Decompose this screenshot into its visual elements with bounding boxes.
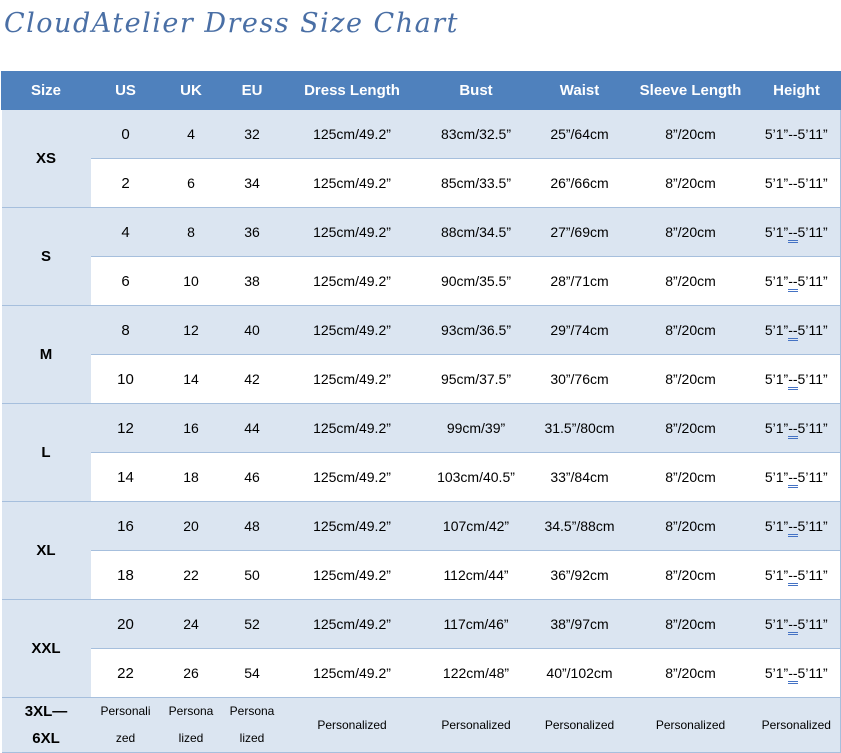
- sleeve-length-cell: 8”/20cm: [629, 355, 753, 404]
- header-uk: UK: [161, 72, 222, 110]
- eu-cell: 54: [222, 649, 283, 698]
- waist-cell: 27”/69cm: [531, 208, 629, 257]
- header-waist: Waist: [531, 72, 629, 110]
- dress-length-cell: 125cm/49.2”: [283, 355, 422, 404]
- waist-cell: 33”/84cm: [531, 453, 629, 502]
- height-cell: [753, 649, 841, 698]
- height-min: 5’1”: [764, 322, 789, 338]
- height-separator: --: [788, 322, 797, 341]
- waist-cell: Personalized: [531, 698, 629, 753]
- height-cell: [753, 453, 841, 502]
- eu-cell: 48: [222, 502, 283, 551]
- uk-cell: 22: [161, 551, 222, 600]
- height-min: 5’1”: [764, 518, 789, 534]
- uk-cell: 12: [161, 306, 222, 355]
- height-separator: --: [788, 469, 797, 488]
- sleeve-length-cell: 8”/20cm: [629, 257, 753, 306]
- size-cell: XS: [2, 110, 91, 208]
- height-max: 5’11”: [797, 567, 828, 583]
- height-cell: [753, 159, 841, 208]
- waist-cell: 29”/74cm: [531, 306, 629, 355]
- us-cell: [91, 698, 161, 753]
- page-title: CloudAtelier Dress Size Chart: [4, 8, 459, 39]
- dress-length-cell: 125cm/49.2”: [283, 257, 422, 306]
- dress-length-cell: 125cm/49.2”: [283, 453, 422, 502]
- size-cell: L: [2, 404, 91, 502]
- uk-cell: 16: [161, 404, 222, 453]
- bust-cell: 85cm/33.5”: [422, 159, 531, 208]
- height-separator: --: [788, 616, 797, 635]
- waist-cell: 31.5”/80cm: [531, 404, 629, 453]
- table-row: [2, 110, 841, 159]
- bust-cell: 99cm/39”: [422, 404, 531, 453]
- height-max: 5’11”: [797, 616, 828, 632]
- uk-cell: 10: [161, 257, 222, 306]
- uk-cell: 8: [161, 208, 222, 257]
- uk-cell: 6: [161, 159, 222, 208]
- eu-text-line: lized: [239, 731, 265, 745]
- size-cell: XXL: [2, 600, 91, 698]
- uk-cell: 24: [161, 600, 222, 649]
- height-min: 5’1”: [764, 224, 789, 240]
- waist-cell: 30”/76cm: [531, 355, 629, 404]
- table-row: [2, 306, 841, 355]
- height-separator: --: [788, 420, 797, 439]
- uk-cell: 14: [161, 355, 222, 404]
- header-sleeve-length: Sleeve Length: [629, 72, 753, 110]
- bust-cell: Personalized: [422, 698, 531, 753]
- sleeve-length-cell: 8”/20cm: [629, 502, 753, 551]
- table-row: [2, 208, 841, 257]
- uk-cell: [161, 698, 222, 753]
- dress-length-cell: 125cm/49.2”: [283, 110, 422, 159]
- header-bust: Bust: [422, 72, 531, 110]
- height-cell: [753, 502, 841, 551]
- bust-cell: 88cm/34.5”: [422, 208, 531, 257]
- height-separator: --: [788, 126, 798, 142]
- dress-length-cell: 125cm/49.2”: [283, 159, 422, 208]
- table-row: [2, 649, 841, 698]
- height-separator: --: [788, 224, 797, 243]
- table-row-personalized: [2, 698, 841, 753]
- table-row: [2, 551, 841, 600]
- height-max: 5’11”: [797, 273, 828, 289]
- height-max: 5’11”: [797, 371, 828, 387]
- bust-cell: 112cm/44”: [422, 551, 531, 600]
- dress-length-cell: 125cm/49.2”: [283, 600, 422, 649]
- sleeve-length-cell: 8”/20cm: [629, 306, 753, 355]
- height-separator: --: [788, 175, 798, 191]
- header-eu: EU: [222, 72, 283, 110]
- height-cell: [753, 404, 841, 453]
- height-max: 5’11”: [797, 469, 828, 485]
- height-min: 5’1”: [764, 665, 789, 681]
- sleeve-length-cell: Personalized: [629, 698, 753, 753]
- table-row: [2, 257, 841, 306]
- eu-cell: 40: [222, 306, 283, 355]
- height-max: 5’11”: [797, 224, 828, 240]
- waist-cell: 40”/102cm: [531, 649, 629, 698]
- size-chart-table: [1, 71, 841, 753]
- us-cell: 4: [91, 208, 161, 257]
- eu-cell: [222, 698, 283, 753]
- height-max: 5’11”: [797, 126, 828, 142]
- height-min: 5’1”: [764, 273, 789, 289]
- height-separator: --: [788, 273, 797, 292]
- table-row: [2, 453, 841, 502]
- eu-cell: 46: [222, 453, 283, 502]
- bust-cell: 103cm/40.5”: [422, 453, 531, 502]
- table-row: [2, 355, 841, 404]
- size-cell: XL: [2, 502, 91, 600]
- bust-cell: 93cm/36.5”: [422, 306, 531, 355]
- eu-text-line: Persona: [229, 704, 275, 718]
- height-cell: [753, 208, 841, 257]
- us-cell: 16: [91, 502, 161, 551]
- us-cell: 12: [91, 404, 161, 453]
- table-body: [2, 110, 841, 753]
- sleeve-length-cell: 8”/20cm: [629, 649, 753, 698]
- sleeve-length-cell: 8”/20cm: [629, 551, 753, 600]
- height-min: 5’1”: [764, 371, 789, 387]
- sleeve-length-cell: 8”/20cm: [629, 159, 753, 208]
- height-min: 5’1”: [764, 420, 789, 436]
- height-separator: --: [788, 518, 797, 537]
- size-cell: [2, 698, 91, 753]
- sleeve-length-cell: 8”/20cm: [629, 110, 753, 159]
- waist-cell: 34.5”/88cm: [531, 502, 629, 551]
- height-cell: Personalized: [753, 698, 841, 753]
- height-min: 5’1”: [764, 469, 789, 485]
- eu-cell: 36: [222, 208, 283, 257]
- us-cell: 10: [91, 355, 161, 404]
- waist-cell: 38”/97cm: [531, 600, 629, 649]
- bust-cell: 107cm/42”: [422, 502, 531, 551]
- us-cell: 20: [91, 600, 161, 649]
- height-cell: [753, 355, 841, 404]
- height-cell: [753, 600, 841, 649]
- size-cell: M: [2, 306, 91, 404]
- eu-cell: 42: [222, 355, 283, 404]
- dress-length-cell: 125cm/49.2”: [283, 502, 422, 551]
- height-max: 5’11”: [797, 420, 828, 436]
- header-row: [2, 72, 841, 110]
- header-size: Size: [2, 72, 91, 110]
- us-cell: 0: [91, 110, 161, 159]
- dress-length-cell: Personalized: [283, 698, 422, 753]
- height-separator: --: [788, 665, 797, 684]
- bust-cell: 95cm/37.5”: [422, 355, 531, 404]
- eu-cell: 50: [222, 551, 283, 600]
- header-dress-length: Dress Length: [283, 72, 422, 110]
- sleeve-length-cell: 8”/20cm: [629, 453, 753, 502]
- size-label-line: 6XL: [32, 730, 60, 747]
- dress-length-cell: 125cm/49.2”: [283, 551, 422, 600]
- height-max: 5’11”: [797, 518, 828, 534]
- uk-cell: 26: [161, 649, 222, 698]
- dress-length-cell: 125cm/49.2”: [283, 649, 422, 698]
- dress-length-cell: 125cm/49.2”: [283, 306, 422, 355]
- bust-cell: 83cm/32.5”: [422, 110, 531, 159]
- header-height: Height: [753, 72, 841, 110]
- height-max: 5’11”: [797, 665, 828, 681]
- height-min: 5’1”: [764, 616, 789, 632]
- uk-cell: 18: [161, 453, 222, 502]
- sleeve-length-cell: 8”/20cm: [629, 404, 753, 453]
- uk-cell: 20: [161, 502, 222, 551]
- sleeve-length-cell: 8”/20cm: [629, 600, 753, 649]
- dress-length-cell: 125cm/49.2”: [283, 208, 422, 257]
- us-cell: 18: [91, 551, 161, 600]
- height-cell: [753, 306, 841, 355]
- waist-cell: 28”/71cm: [531, 257, 629, 306]
- us-text-line: Personali: [100, 704, 151, 718]
- bust-cell: 122cm/48”: [422, 649, 531, 698]
- eu-cell: 44: [222, 404, 283, 453]
- height-cell: [753, 257, 841, 306]
- height-min: 5’1”: [764, 126, 789, 142]
- us-cell: 6: [91, 257, 161, 306]
- us-cell: 2: [91, 159, 161, 208]
- eu-cell: 52: [222, 600, 283, 649]
- height-cell: [753, 110, 841, 159]
- uk-text-line: lized: [178, 731, 204, 745]
- waist-cell: 36”/92cm: [531, 551, 629, 600]
- height-separator: --: [788, 567, 797, 586]
- waist-cell: 26”/66cm: [531, 159, 629, 208]
- waist-cell: 25”/64cm: [531, 110, 629, 159]
- eu-cell: 32: [222, 110, 283, 159]
- height-separator: --: [788, 371, 797, 390]
- height-max: 5’11”: [797, 175, 828, 191]
- height-min: 5’1”: [764, 175, 789, 191]
- uk-cell: 4: [161, 110, 222, 159]
- uk-text-line: Persona: [168, 704, 214, 718]
- height-cell: [753, 551, 841, 600]
- us-cell: 22: [91, 649, 161, 698]
- table-row: [2, 502, 841, 551]
- eu-cell: 34: [222, 159, 283, 208]
- size-cell: S: [2, 208, 91, 306]
- height-min: 5’1”: [764, 567, 789, 583]
- sleeve-length-cell: 8”/20cm: [629, 208, 753, 257]
- us-cell: 14: [91, 453, 161, 502]
- us-text-line: zed: [115, 731, 136, 745]
- table-row: [2, 159, 841, 208]
- eu-cell: 38: [222, 257, 283, 306]
- us-cell: 8: [91, 306, 161, 355]
- table-row: [2, 404, 841, 453]
- size-label-line: 3XL—: [24, 703, 68, 720]
- dress-length-cell: 125cm/49.2”: [283, 404, 422, 453]
- header-us: US: [91, 72, 161, 110]
- bust-cell: 90cm/35.5”: [422, 257, 531, 306]
- table-row: [2, 600, 841, 649]
- bust-cell: 117cm/46”: [422, 600, 531, 649]
- height-max: 5’11”: [797, 322, 828, 338]
